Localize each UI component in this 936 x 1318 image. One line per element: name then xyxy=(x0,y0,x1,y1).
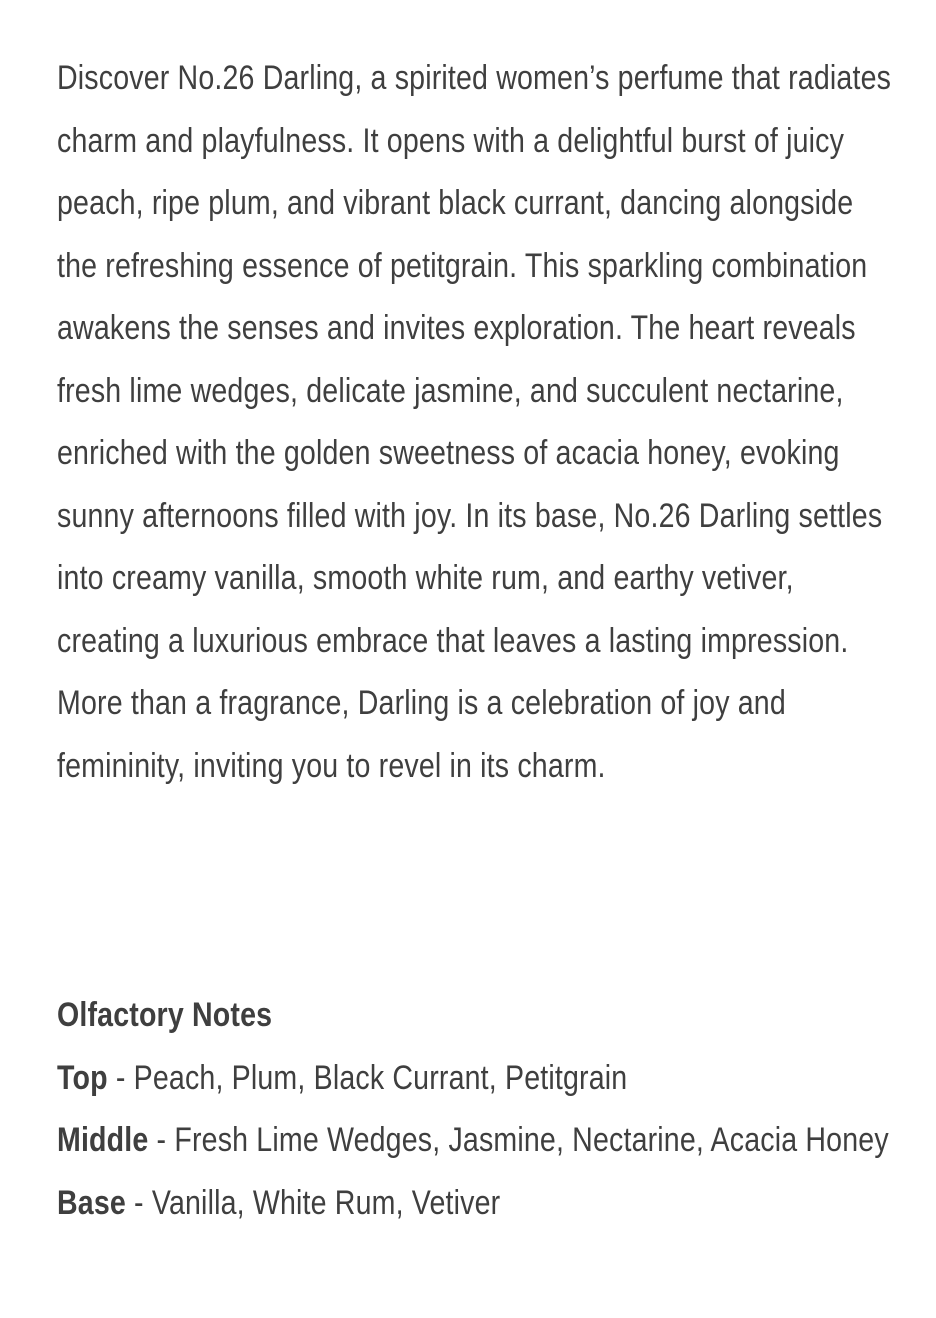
note-value-base: Vanilla, White Rum, Vetiver xyxy=(151,1183,501,1222)
product-description: Discover No.26 Darling, a spirited women’s perfume that radiates charm and playfulness. It opens with a delightful burst of juicy peach, ripe plum, and vibrant black currant, dancing alongside the refreshing essence of petitgrain. This sparkling combination awakens the senses and invites exploration. The heart reveals fresh lime wedges, delicate jasmine, and succulent nectarine, enriched with the golden sweetness of acacia honey, evoking sunny afternoons filled with joy. In its base, No.26 Darling settles into creamy vanilla, smooth white rum, and earthy vetiver, creating a luxurious embrace that leaves a lasting impression. More than a fragrance, Darling is a celebration of joy and femininity, inviting you to revel in its charm. xyxy=(57,59,892,785)
note-row-base xyxy=(57,1172,897,1235)
note-separator-middle: - xyxy=(148,1121,175,1159)
olfactory-notes-title: Olfactory Notes xyxy=(57,996,273,1034)
note-separator-top: - xyxy=(107,1058,134,1097)
note-label-middle: Middle xyxy=(57,1121,149,1159)
note-row-top xyxy=(57,1047,897,1110)
note-label-base: Base xyxy=(57,1183,126,1222)
note-value-middle: Fresh Lime Wedges, Jasmine, Nectarine, Acacia Honey xyxy=(174,1121,889,1159)
product-description-section xyxy=(57,47,892,1222)
note-label-top: Top xyxy=(57,1058,108,1097)
note-separator-base: - xyxy=(125,1183,152,1222)
note-value-top: Peach, Plum, Black Currant, Petitgrain xyxy=(133,1058,628,1097)
olfactory-notes xyxy=(57,984,897,1234)
note-row-middle xyxy=(57,1109,897,1172)
